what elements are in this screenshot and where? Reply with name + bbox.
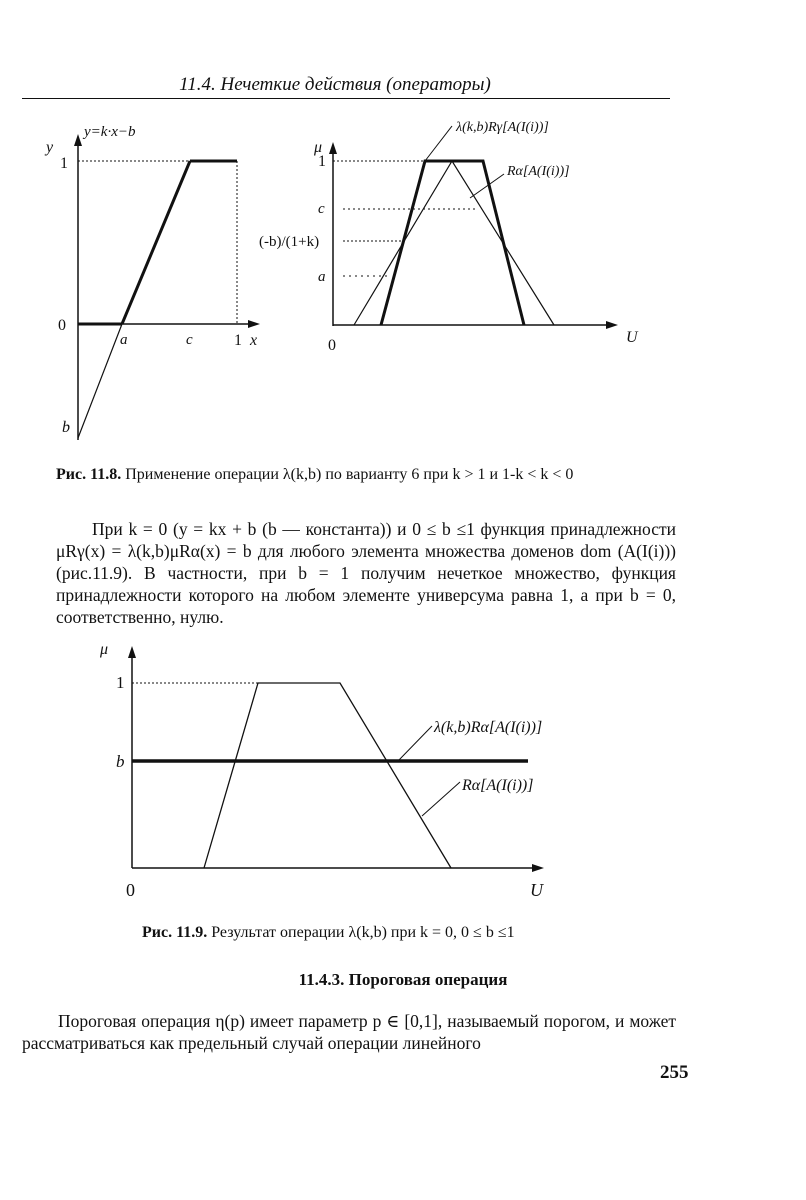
fig9-tick-b: b	[116, 752, 125, 771]
fig9-mu-label: μ	[100, 641, 109, 658]
right-tick-zero: 0	[328, 337, 336, 354]
right-label-result: λ(k,b)Rγ[A(I(i))]	[456, 120, 549, 135]
right-result-trapezoid	[381, 161, 524, 325]
right-u-label: U	[626, 329, 638, 346]
left-extension-line	[78, 324, 122, 438]
left-tick-a: a	[120, 332, 128, 348]
left-rising-line	[122, 161, 190, 324]
figure-11-9-caption-text: Результат операции λ(k,b) при k = 0, 0 ≤ b ≤1	[211, 924, 515, 941]
fig-11-8-left-plot	[44, 124, 260, 440]
figure-11-8	[0, 100, 806, 470]
figure-11-9	[0, 630, 806, 920]
right-label-original: Rα[A(I(i))]	[507, 164, 570, 179]
fig9-x-arrow	[532, 864, 544, 872]
left-x-label: x	[250, 332, 258, 349]
figure-11-8-caption	[56, 466, 573, 484]
fig9-original-trapezoid	[204, 683, 451, 868]
left-tick-one-x: 1	[234, 332, 242, 349]
section-title: 11.4.3. Пороговая операция	[298, 970, 508, 989]
fig9-result-leader	[398, 726, 432, 761]
figure-11-9-caption-number: Рис. 11.9.	[142, 924, 208, 941]
right-y-arrow	[329, 142, 337, 154]
paragraph-1-text: При k = 0 (y = kx + b (b — константа)) и 0 ≤ b ≤1 функция принадлежности μRγ(x) = λ(k,b)μRα(x) = b для любого элемента множества доменов dom (A(I(i))) (рис.11.9). В частности, при b = 1 получим нечеткое множество, функция принадлежности которого на любом элементе универсума равна 1, а при b = 0, соответственно, нулю.	[56, 519, 676, 627]
page-number: 255	[660, 1062, 689, 1083]
fig9-tick-zero: 0	[126, 880, 135, 900]
fig9-original-leader	[422, 782, 460, 816]
fig-11-8-right-plot	[259, 120, 639, 354]
header-rule	[22, 98, 670, 99]
right-tick-mid: (-b)/(1+k)	[259, 234, 320, 250]
left-y-label: y	[46, 139, 54, 156]
paragraph-2-text: Пороговая операция η(p) имеет параметр p ∈ [0,1], называемый порогом, и может рассматриваться как предельный случай операции линейного	[22, 1011, 676, 1053]
left-tick-b: b	[62, 419, 70, 436]
figure-11-8-caption-number: Рис. 11.8.	[56, 466, 122, 483]
left-tick-zero: 0	[58, 317, 66, 334]
right-tick-c: c	[318, 201, 325, 217]
left-equation: y=k·x−b	[84, 124, 136, 140]
fig9-tick-one: 1	[116, 673, 125, 692]
fig9-label-result: λ(k,b)Rα[A(I(i))]	[434, 719, 543, 736]
fig9-y-arrow	[128, 646, 136, 658]
paragraph-1	[56, 518, 676, 628]
right-original-triangle	[354, 161, 554, 325]
fig9-u-label: U	[530, 880, 543, 900]
left-x-arrow	[248, 320, 260, 328]
right-mu-label: μ	[314, 139, 323, 156]
right-tick-a: a	[318, 269, 326, 285]
figure-11-9-caption	[142, 924, 515, 942]
running-header: 11.4. Нечеткие действия (операторы)	[179, 74, 491, 95]
left-tick-one: 1	[60, 155, 68, 172]
figure-11-8-caption-text: Применение операции λ(k,b) по варианту 6 при k > 1 и 1-k < k < 0	[125, 466, 574, 483]
right-x-arrow	[606, 321, 618, 329]
left-tick-c: c	[186, 332, 193, 348]
right-tick-one: 1	[318, 153, 326, 170]
fig9-label-original: Rα[A(I(i))]	[462, 777, 534, 794]
paragraph-2	[22, 1010, 676, 1054]
left-y-arrow	[74, 134, 82, 146]
right-result-leader	[425, 126, 452, 161]
